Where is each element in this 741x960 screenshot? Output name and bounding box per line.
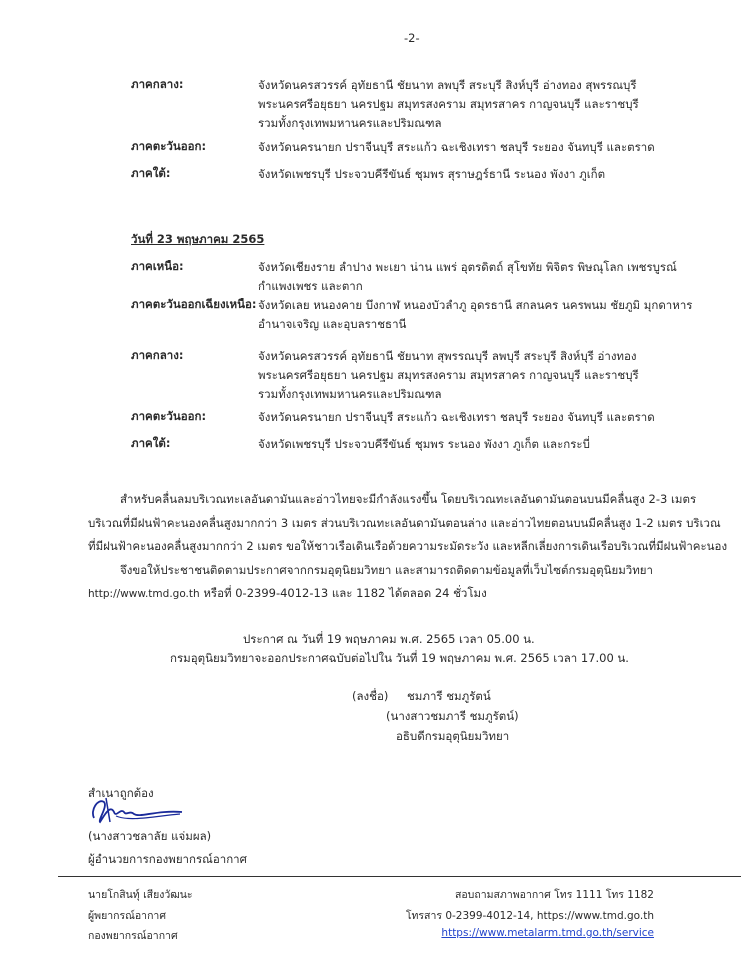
region-label: ภาคใต้: [131,436,171,450]
signer-full-name: (นางสาวชมภารี ชมภูรัตน์) [386,709,519,723]
copy-cert-heading: สำเนาถูกต้อง [88,786,154,800]
region-provinces [258,138,655,157]
region-label: ภาคตะวันออก: [131,139,207,153]
region-line: รวมทั้งกรุงเทพมหานครและปริมณฑล [258,387,442,401]
region-label: ภาคใต้: [131,166,171,180]
paragraph-line: บริเวณที่มีฝนฟ้าคะนองคลื่นสูงมากกว่า 3 เมตร ส่วนบริเวณทะเลอันดามันตอนล่าง และอ่าวไทยตอนบนมีคลื่นสูง 1-2 เมตร บริเวณ [88,516,721,530]
footer-divider [58,876,741,877]
region-label: ภาคเหนือ: [131,259,184,273]
footer-forecaster-role: ผู้พยากรณ์อากาศ [88,910,166,922]
region-line: จังหวัดเชียงราย ลำปาง พะเยา น่าน แพร่ อุตรดิตถ์ สุโขทัย พิจิตร พิษณุโลก เพชรบูรณ์ [258,260,677,274]
region-line: กำแพงเพชร และตาก [258,279,363,293]
region-label: ภาคกลาง: [131,77,184,91]
region-provinces [258,258,677,296]
region-line: จังหวัดนครนายก ปราจีนบุรี สระแก้ว ฉะเชิงเทรา ชลบุรี ระยอง จันทบุรี และตราด [258,140,655,154]
region-line: อำนาจเจริญ และอุบลราชธานี [258,317,407,331]
region-line: พระนครศรีอยุธยา นครปฐม สมุทรสงคราม สมุทรสาคร กาญจนบุรี และราชบุรี [258,368,639,382]
region-line: จังหวัดนครสวรรค์ อุทัยธานี ชัยนาท ลพบุรี สระบุรี สิงห์บุรี อ่างทอง สุพรรณบุรี [258,78,637,92]
signed-label: (ลงชื่อ) [352,689,389,703]
date-heading: วันที่ 23 พฤษภาคม 2565 [131,232,265,246]
region-provinces [258,435,590,454]
copy-cert-title: ผู้อำนวยการกองพยากรณ์อากาศ [88,852,247,866]
region-provinces [258,165,605,184]
region-provinces [258,76,639,133]
region-line: จังหวัดเลย หนองคาย บึงกาฬ หนองบัวลำภู อุดรธานี สกลนคร นครพนม ชัยภูมิ มุกดาหาร [258,298,693,312]
footer-service-link[interactable]: https://www.metalarm.tmd.go.th/service [441,927,654,939]
region-label: ภาคตะวันออกเฉียงเหนือ: [131,297,257,311]
handwritten-signature-icon [86,792,186,828]
region-provinces [258,347,639,404]
next-announce: กรมอุตุนิยมวิทยาจะออกประกาศฉบับต่อไปใน วันที่ 19 พฤษภาคม พ.ศ. 2565 เวลา 17.00 น. [170,651,629,665]
region-provinces [258,408,655,427]
region-line: พระนครศรีอยุธยา นครปฐม สมุทรสงคราม สมุทรสาคร กาญจนบุรี และราชบุรี [258,97,639,111]
follow-contact [88,585,487,603]
footer-fax: โทรสาร 0-2399-4012-14, https://www.tmd.go.th [405,910,654,922]
copy-cert-name: (นางสาวชลาลัย แจ่มผล) [88,829,212,843]
announce-date: ประกาศ ณ วันที่ 19 พฤษภาคม พ.ศ. 2565 เวลา 05.00 น. [243,632,535,646]
region-line: จังหวัดเพชรบุรี ประจวบคีรีขันธ์ ชุมพร สุราษฎร์ธานี ระนอง พังงา ภูเก็ต [258,167,606,181]
footer-inquiry: สอบถามสภาพอากาศ โทร 1111 โทร 1182 [454,889,654,901]
paragraph-line: สำหรับคลื่นลมบริเวณทะเลอันดามันและอ่าวไทยจะมีกำลังแรงขึ้น โดยบริเวณทะเลอันดามันตอนบนมีคลื่นสูง 2-3 เมตร [120,492,697,506]
region-line: รวมทั้งกรุงเทพมหานครและปริมณฑล [258,116,442,130]
region-line: จังหวัดนครนายก ปราจีนบุรี สระแก้ว ฉะเชิงเทรา ชลบุรี ระยอง จันทบุรี และตราด [258,410,655,424]
region-label: ภาคกลาง: [131,348,184,362]
region-label: ภาคตะวันออก: [131,409,207,423]
footer-division: กองพยากรณ์อากาศ [88,930,178,942]
website-link[interactable]: http://www.tmd.go.th [88,588,200,600]
contact-phones: หรือที่ 0-2399-4012-13 และ 1182 ได้ตลอด 24 ชั่วโมง [199,586,487,600]
region-line: จังหวัดนครสวรรค์ อุทัยธานี ชัยนาท สุพรรณบุรี ลพบุรี สระบุรี สิงห์บุรี อ่างทอง [258,349,637,363]
paragraph-line: ที่มีฝนฟ้าคะนองคลื่นสูงมากกว่า 2 เมตร ขอให้ชาวเรือเดินเรือด้วยความระมัดระวัง และหลีกเลี่ยงการเดินเรือบริเวณที่มีฝนฟ้าคะนอง [88,539,728,553]
footer-forecaster-name: นายโกสินทุ์ เสียงวัฒนะ [88,889,193,901]
page-number: -2- [404,31,420,45]
signed-name: ชมภารี ชมภูรัตน์ [407,689,491,703]
region-line: จังหวัดเพชรบุรี ประจวบคีรีขันธ์ ชุมพร ระนอง พังงา ภูเก็ต และกระบี่ [258,437,590,451]
follow-notice: จึงขอให้ประชาชนติดตามประกาศจากกรมอุตุนิยมวิทยา และสามารถติดตามข้อมูลที่เว็บไซต์กรมอุตุนิยมวิทยา [120,563,654,577]
signer-title: อธิบดีกรมอุตุนิยมวิทยา [396,729,510,743]
region-provinces [258,296,692,334]
